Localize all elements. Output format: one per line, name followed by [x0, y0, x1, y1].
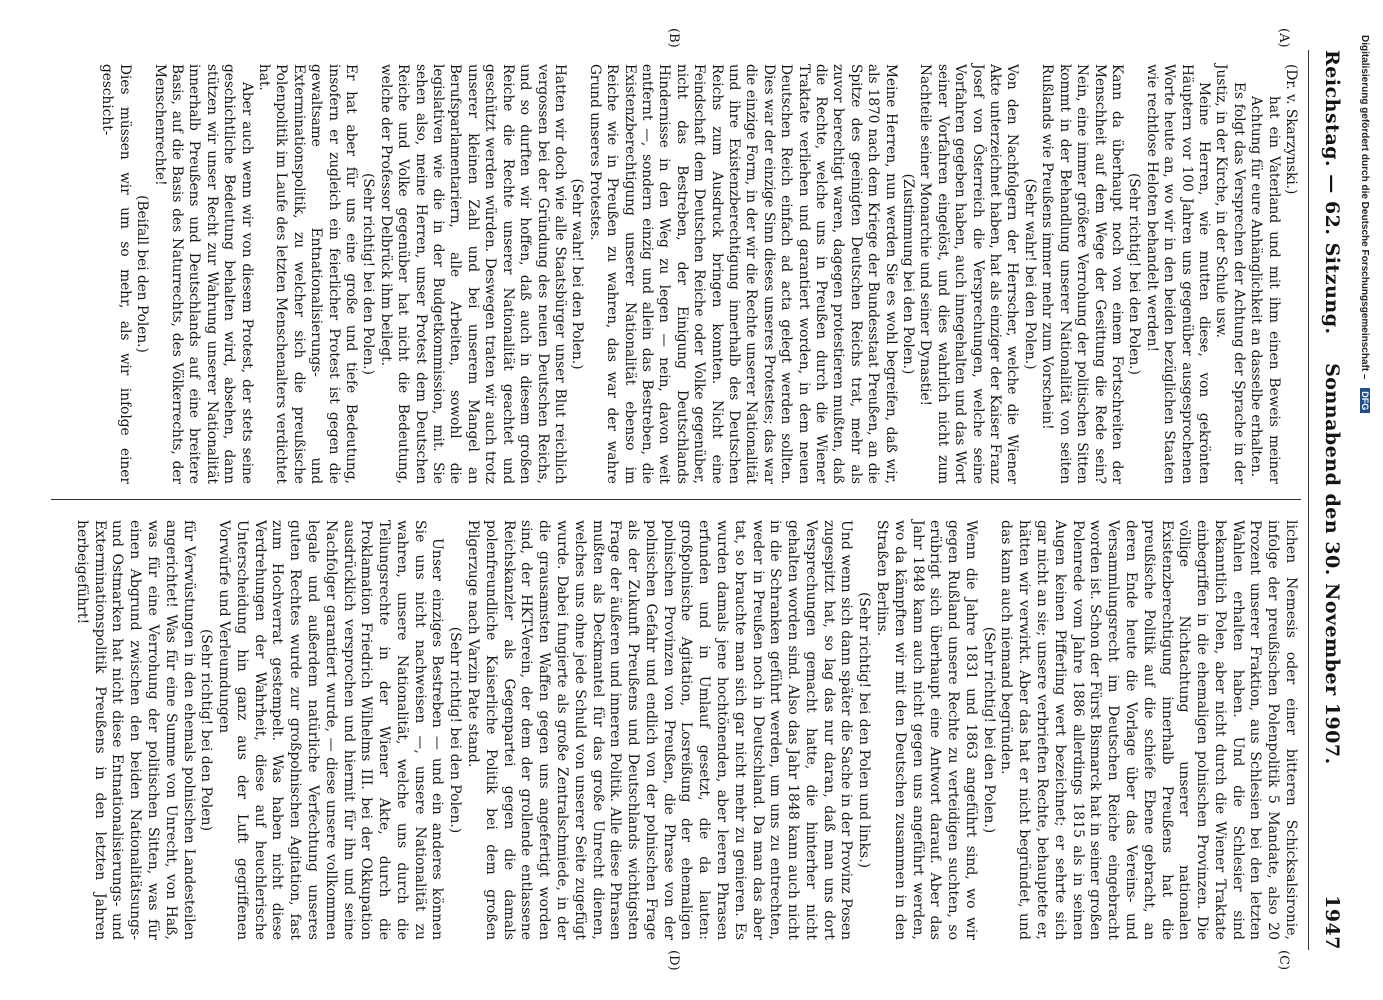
paragraph: Unser einziges Bestreben — und ein anderes können Sie uns nicht nachweisen —, unsere Nationalität zu wahren, unsere Nationalität, welche uns durch die Teilungsrechte in der Wiener Akte, durch die Proklamation Friedrich Wilhelms III. bei der Okkupation ausdrücklich versprochen und hiermit für ihn und seine Nachfolger garantiert wurde, — diese unsere vollkommen legale und außerdem natürliche Verfechtung unseres guten Rechtes wurde zur großpolnischen Agitation, fast zum Hochverrat gestempelt. Was haben nicht diese Verdrehungen der Wahrheit, diese auf heuchlerische Unterscheidung hin ganz aus der Luft gegriffenen Vorwürfe und Verleumdungen	[216, 520, 446, 940]
header-title	[1321, 50, 1343, 765]
interjection: (Zustimmung bei den Polen.)	[900, 173, 917, 375]
interjection: (Sehr richtig! bei den Polen.)	[980, 626, 997, 834]
credit-text: Digitalisierung gefördert durch die Deutsche Forschungsgemeinschaft –	[1359, 35, 1370, 380]
interjection: (Sehr richtig! bei den Polen und links.)	[856, 591, 873, 869]
header-session: Reichstag. — 62. Sitzung.	[1321, 50, 1343, 335]
page-header	[1313, 50, 1343, 950]
interjection: (Sehr wahr! bei den Polen.)	[569, 178, 586, 370]
paragraph: Es folgt das Versprechen der Achtung der Sprache in der Justiz, in der Kirche, in der Schule usw.	[1213, 64, 1247, 484]
paragraph: für Verwüstungen in den ehemals polnischen Landesteilen angerichtet! Was für eine Summe von Unrecht, von Haß, was für eine Verrohung der politischen Sitten, was für einen Abgrund zwischen den beiden Nationalitätsungs- und Ostmarken hat nicht diese Entnationalisierungs- und Exterminationspolitik Preußens in den letzten Jahren herbeigeführt!	[73, 520, 197, 940]
speaker-name: (Dr. v. Skarzynski.)	[1283, 64, 1299, 195]
paragraph: Kann da überhaupt noch von einem Fortschreiten der Menschheit auf dem Wege der Gesittung die Rede sein? Nein, eine immer größere Verrohung der politischen Sitten kommt in der Behandlung unserer Nationalität von seiten Rußlands wie Preußens immer mehr zum Vorschein!	[1039, 64, 1125, 484]
paragraph: lichen Nemesis oder einer bitteren Schicksalsironie, infolge der preußischen Polenpolitik 5 Mandate, also 20 Prozent unserer Fraktion, aus Schlesien bei den letzten Wahlen erhalten haben. Und die Schlesier sind bekanntlich Polen, aber nicht durch die Wiener Traktate einbegriffen in die ehemaligen polnischen Provinzen. Die völlige Nichtachtung unserer nationalen Existenzberechtigung innerhalb Preußens hat die preußische Politik auf die schiefe Ebene gebracht, an deren Ende heute die Vorlage über das Vereins- und Versammlungsrecht im Deutschen Reiche eingebracht worden ist. Schon der Fürst Bismarck hat in seiner großen Polenrede vom Jahre 1886 allerdings 1815 als in seinen Augen keinen Pifferling wert bezeichnet; er sehrte sich gar nicht an sie; unsere verbrieften Rechte, behauptete er, hätten wir verwirkt. Aber das hat er nicht begründet, und das kann auch niemand begründen.	[998, 520, 1299, 940]
paragraph: Meine Herren, nun werden Sie es wohl begreifen, daß wir, als 1870 nach dem Kriege der Bundesstaat Preußen, an die Spitze des geeinigten Deutschen Reichs trat, mehr als zuvor berechtigt waren, dagegen protestieren mußten, daß die Rechte, welche uns in Preußen durch die Wiener Traktate verliehen und garantiert worden, in dem neuen Deutschen Reich einfach ad acta gelegt werden sollten. Dies war der einzige Sinn dieses unseres Protestes; das war die einzige Form, in der wir die Rechte unserer Nationalität und ihre Existenzberechtigung innerhalb des Deutschen Reichs zum Ausdruck bringen konnten. Nicht eine Feindschaft dem Deutschen Reiche oder Volke gegenüber, nicht das Bestreben, der Einigung Deutschlands Hindernisse in den Weg zu legen — nein, davon weit entfernt —, sondern einzig und allein das Bestreben, die Existenzberechtigung unserer Nationalität ebenso im Reiche wie in Preußen zu wahren, das war der wahre Grund unseres Protestes.	[586, 64, 899, 484]
paragraph: Er hat aber für uns eine große und tiefe Bedeutung, insofern er zugleich ein feierlicher Protest ist gegen die gewaltsame Entnationalisierungs- und Exterminationspolitik, zu welcher sich die preußische Polenpolitik im Laufe des letzten Menschenalters verdichtet hat.	[256, 64, 360, 484]
interjection: (Sehr richtig! bei den Polen.)	[1126, 173, 1143, 375]
interjection: (Sehr wahr! bei den Polen.)	[1021, 178, 1038, 370]
interjection: (Beifall bei den Polen.)	[134, 195, 151, 353]
margin-mark-a: (A)	[1276, 28, 1291, 48]
paragraph: Und wenn sich dann später die Sache in der Provinz Posen zugespitzt hat, so lag das nur daran, daß man uns dort Versprechungen gemacht hatte, die hinterher nicht gehalten worden sind. Also das Jahr 1848 kann auch nicht in die Schranken geführt werden, um uns zu entrechten, weder in Preußen noch in Deutschland. Da man das aber tat, so brauchte man sich gar nicht mehr zu genieren. Es wurden damals jene hochtönenden, aber leeren Phrasen erfunden und in Umlauf gesetzt, die da lauten: großpolnische Agitation, Losreißung der ehemaligen polnischen Provinzen von Preußen, die Phrase von der polnischen Gefahr und endlich von der polnischen Frage als der Zukunft Preußens und Deutschlands wichtigsten Frage der äußeren und inneren Politik. Alle diese Phrasen mußten als Deckmantel für das große Unrecht dienen, welches uns ohne jede Schuld von unserer Seite zugefügt wurde. Dabei fungierte als große Zentralschmiede, in der die grausamsten Waffen gegen uns angefertigt worden sind, der HKT-Verein, der dem der grollende entlassene Reichskanzler als Gegenpartei gegen die damals polenfreundliche Kaiserliche Politik bei dem großen Pilgerzuge nach Varzin Pate stand.	[465, 520, 855, 940]
paragraph: Dies müssen wir um so mehr, als wir infolge einer geschicht-	[99, 64, 133, 484]
dfg-logo: DFG	[1360, 388, 1370, 413]
header-rule	[1308, 50, 1309, 950]
interjection: (Sehr richtig! bei den Polen.)	[447, 626, 464, 834]
interjection: (Sehr richtig! bei den Polen.)	[360, 173, 377, 375]
paragraph: Aber auch wenn wir von diesem Protest, der stets seine geschichtliche Bedeutung behalten wird, absehen, dann stützen wir unser Recht zur Wahrung unserer Nationalität innerhalb Preußens und Deutschlands auf eine breitere Basis, auf die Basis des Naturrechts, des Völkerrechts, der Menschenrechte!	[151, 64, 255, 484]
margin-mark-d: (D)	[666, 950, 681, 971]
scanned-page	[21, 20, 1361, 980]
paragraph: Von den Nachfolgern der Herrscher, welche die Wiener Akte unterzeichnet haben, hat als einziger der Kaiser Franz Josef von Österreich die Versprechungen, welche seine Vorfahren gegeben haben, auch innegehalten und das Wort seiner Vorfahren eingelöst, und dies wahrlich nicht zum Nachteile seiner Monarchie und seiner Dynastie!	[917, 64, 1021, 484]
margin-mark-b: (B)	[666, 28, 681, 48]
paragraph: hat ein Vaterland und mit ihm einen Beweis meiner Achtung für eure Anhänglichkeit an dasselbe erhalten.	[1248, 96, 1282, 484]
margin-mark-c: (C)	[1276, 950, 1291, 971]
right-column	[72, 520, 1299, 940]
paragraph: Hatten wir doch wie alle Staatsbürger unser Blut reichlich vergossen bei der Gründung des neuen Deutschen Reichs, und so durften wir hoffen, daß auch in diesem großen Reiche die Rechte unserer Nationalität geachtet und geschützt werden würden. Deswegen traten wir auch trotz unserer kleinen Zahl und bei unserem Mangel an Berufsparlamentariern, alle Arbeiten, sowohl die legislativen wie die in der Budgetkommission, mit. Sie sehen also, meine Herren, unser Protest dem Deutschen Reiche und Volke gegenüber hat nicht die Bedeutung, welche der Professor Delbrück ihm beilegt.	[377, 64, 568, 484]
paragraph: Meine Herren, wie mutten diese, von gekrönten Häuptern vor 100 Jahren uns gegenüber ausgesprochenen Worte heute an, wo wir in den beiden bezüglichen Staaten wie rechtlose Heloten behandelt werden!	[1143, 64, 1212, 484]
left-column	[98, 64, 1299, 484]
header-date: Sonnabend den 30. November 1907.	[1321, 363, 1343, 765]
paragraph: Wenn die Jahre 1831 und 1863 angeführt sind, wo wir gegen Rußland unsere Rechte zu verteidigen suchten, so erübrigt sich überhaupt eine Antwort darauf. Aber das Jahr 1848 kann auch nicht gegen uns angeführt werden, wo da kämpften wir mit den Deutschen zusammen in den Straßen Berlins.	[874, 520, 979, 940]
page-number: 1947	[1321, 895, 1343, 950]
interjection: (Sehr richtig! bei den Polen)	[198, 628, 215, 832]
column-divider	[51, 499, 1301, 500]
